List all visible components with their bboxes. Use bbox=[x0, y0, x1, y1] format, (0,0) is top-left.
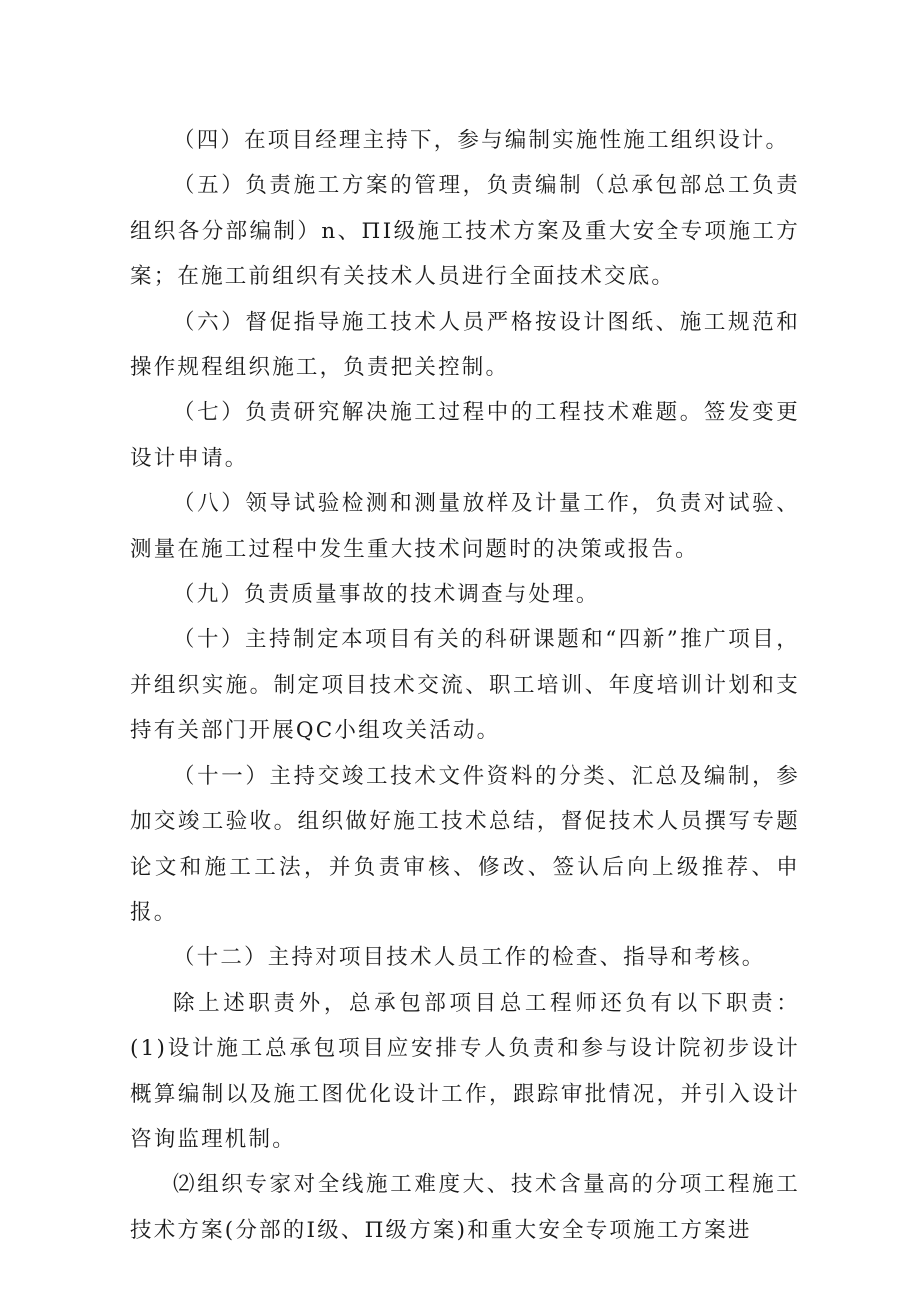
paragraph-7: （七）负责研究解决施工过程中的工程技术难题。签发变更设计申请。 bbox=[130, 400, 800, 471]
paragraph-4: （四）在项目经理主持下，参与编制实施性施工组织设计。 bbox=[173, 128, 790, 153]
paragraph-12: （十二）主持对项目技术人员工作的检查、指导和考核。 bbox=[173, 945, 766, 971]
paragraph-5: （五）负责施工方案的管理，负责编制（总承包部总工负责组织各分部编制）n、ΠⅠ级施工技术方案及重大安全专项施工方案；在施工前组织有关技术人员进行全面技术交底。 bbox=[130, 173, 800, 290]
paragraph-10: （十）主持制定本项目有关的科研课题和“四新”推广项目，并组织实施。制定项目技术交流、职工培训、年度培训计划和支持有关部门开展QC小组攻关活动。 bbox=[130, 627, 800, 744]
paragraph-8: （八）领导试验检测和测量放样及计量工作，负责对试验、测量在施工过程中发生重大技术问题时的决策或报告。 bbox=[130, 491, 800, 562]
paragraph-item-2: ⑵组织专家对全线施工难度大、技术含量高的分项工程施工技术方案(分部的Ⅰ级、Π级方案)和重大安全专项施工方案进 bbox=[130, 1172, 800, 1243]
paragraph-6: （六）督促指导施工技术人员严格按设计图纸、施工规范和操作规程组织施工，负责把关控制。 bbox=[130, 309, 800, 381]
paragraph-11: （十一）主持交竣工技术文件资料的分类、汇总及编制，参加交竣工验收。组织做好施工技术总结，督促技术人员撰写专题论文和施工工法，并负责审核、修改、签认后向上级推荐、申报。 bbox=[130, 763, 800, 925]
paragraph-additional-duties: 除上述职责外，总承包部项目总工程师还负有以下职责：(1)设计施工总承包项目应安排专人负责和参与设计院初步设计概算编制以及施工图优化设计工作，跟踪审批情况，并引入设计咨询监理机制。 bbox=[130, 990, 800, 1152]
document-body bbox=[130, 118, 800, 1253]
paragraph-9: （九）负责质量事故的技术调查与处理。 bbox=[173, 582, 600, 608]
